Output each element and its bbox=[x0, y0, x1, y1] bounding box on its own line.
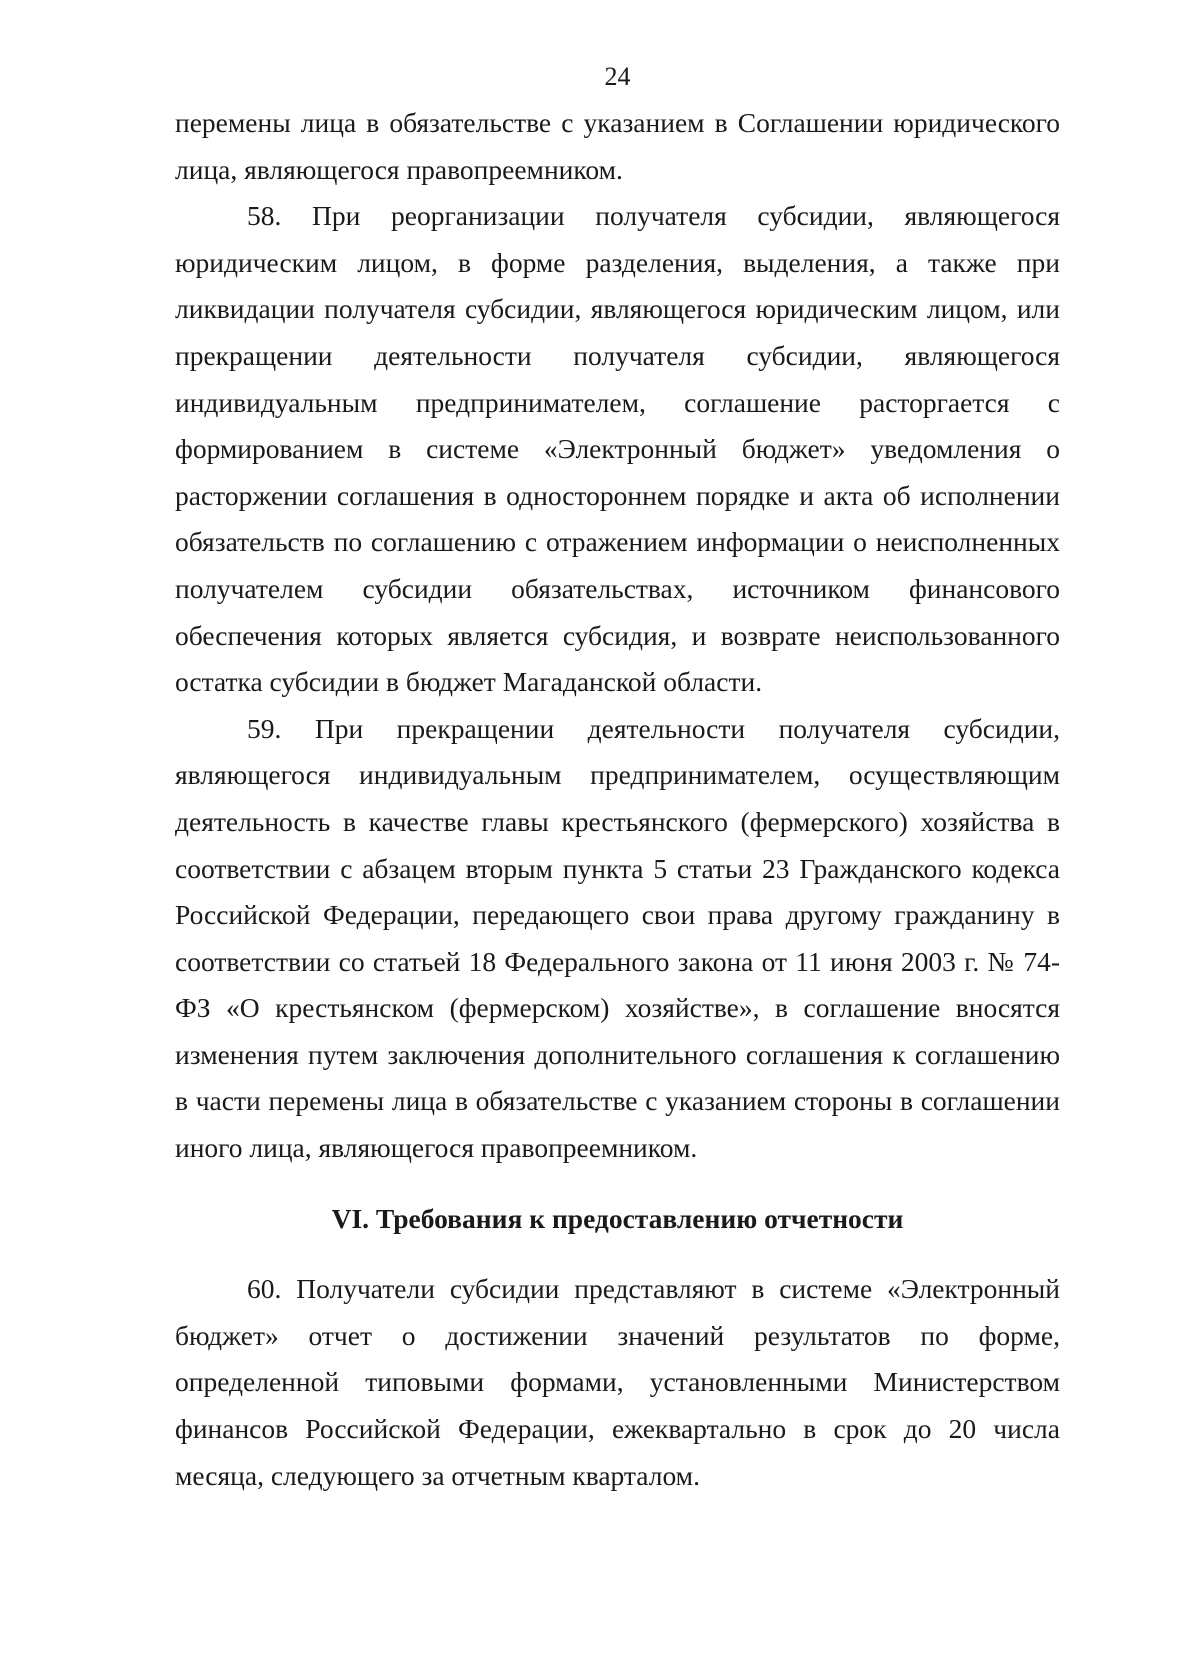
paragraph-58: 58. При реорганизации получателя субсидии, являющегося юридическим лицом, в форме разделения, выделения, а также при ликвидации получателя субсидии, являющегося юридическим лицом, или прекращении деятельности получателя субсидии, являющегося индивидуальным предпринимателем, соглашение расторгается с формированием в системе «Электронный бюджет» уведомления о расторжении соглашения в одностороннем порядке и акта об исполнении обязательств по соглашению с отражением информации о неисполненных получателем субсидии обязательствах, источником финансового обеспечения которых является субсидия, и возврате неиспользованного остатка субсидии в бюджет Магаданской области. bbox=[175, 200, 1060, 698]
section-heading: VI. Требования к предоставлению отчетности bbox=[331, 1202, 904, 1234]
page-number: 24 bbox=[604, 62, 631, 91]
paragraph-60: 60. Получатели субсидии представляют в системе «Электронный бюджет» отчет о достижении значений результатов по форме, определенной типовыми формами, установленными Министерством финансов Российской Федерации, ежеквартально в срок до 20 числа месяца, следующего за отчетным кварталом. bbox=[175, 1273, 1060, 1491]
paragraph-continuation: перемены лица в обязательстве с указанием в Соглашении юридического лица, являющегося правопреемником. bbox=[175, 107, 1060, 185]
paragraph-59: 59. При прекращении деятельности получателя субсидии, являющегося индивидуальным предпринимателем, осуществляющим деятельность в качестве главы крестьянского (фермерского) хозяйства в соответствии с абзацем вторым пункта 5 статьи 23 Гражданского кодекса Российской Федерации, передающего свои права другому гражданину в соответствии со статьей 18 Федерального закона от 11 июня 2003 г. № 74-ФЗ «О крестьянском (фермерском) хозяйстве», в соглашение вносятся изменения путем заключения дополнительного соглашения к соглашению в части перемены лица в обязательстве с указанием стороны в соглашении иного лица, являющегося правопреемником. bbox=[175, 712, 1060, 1164]
